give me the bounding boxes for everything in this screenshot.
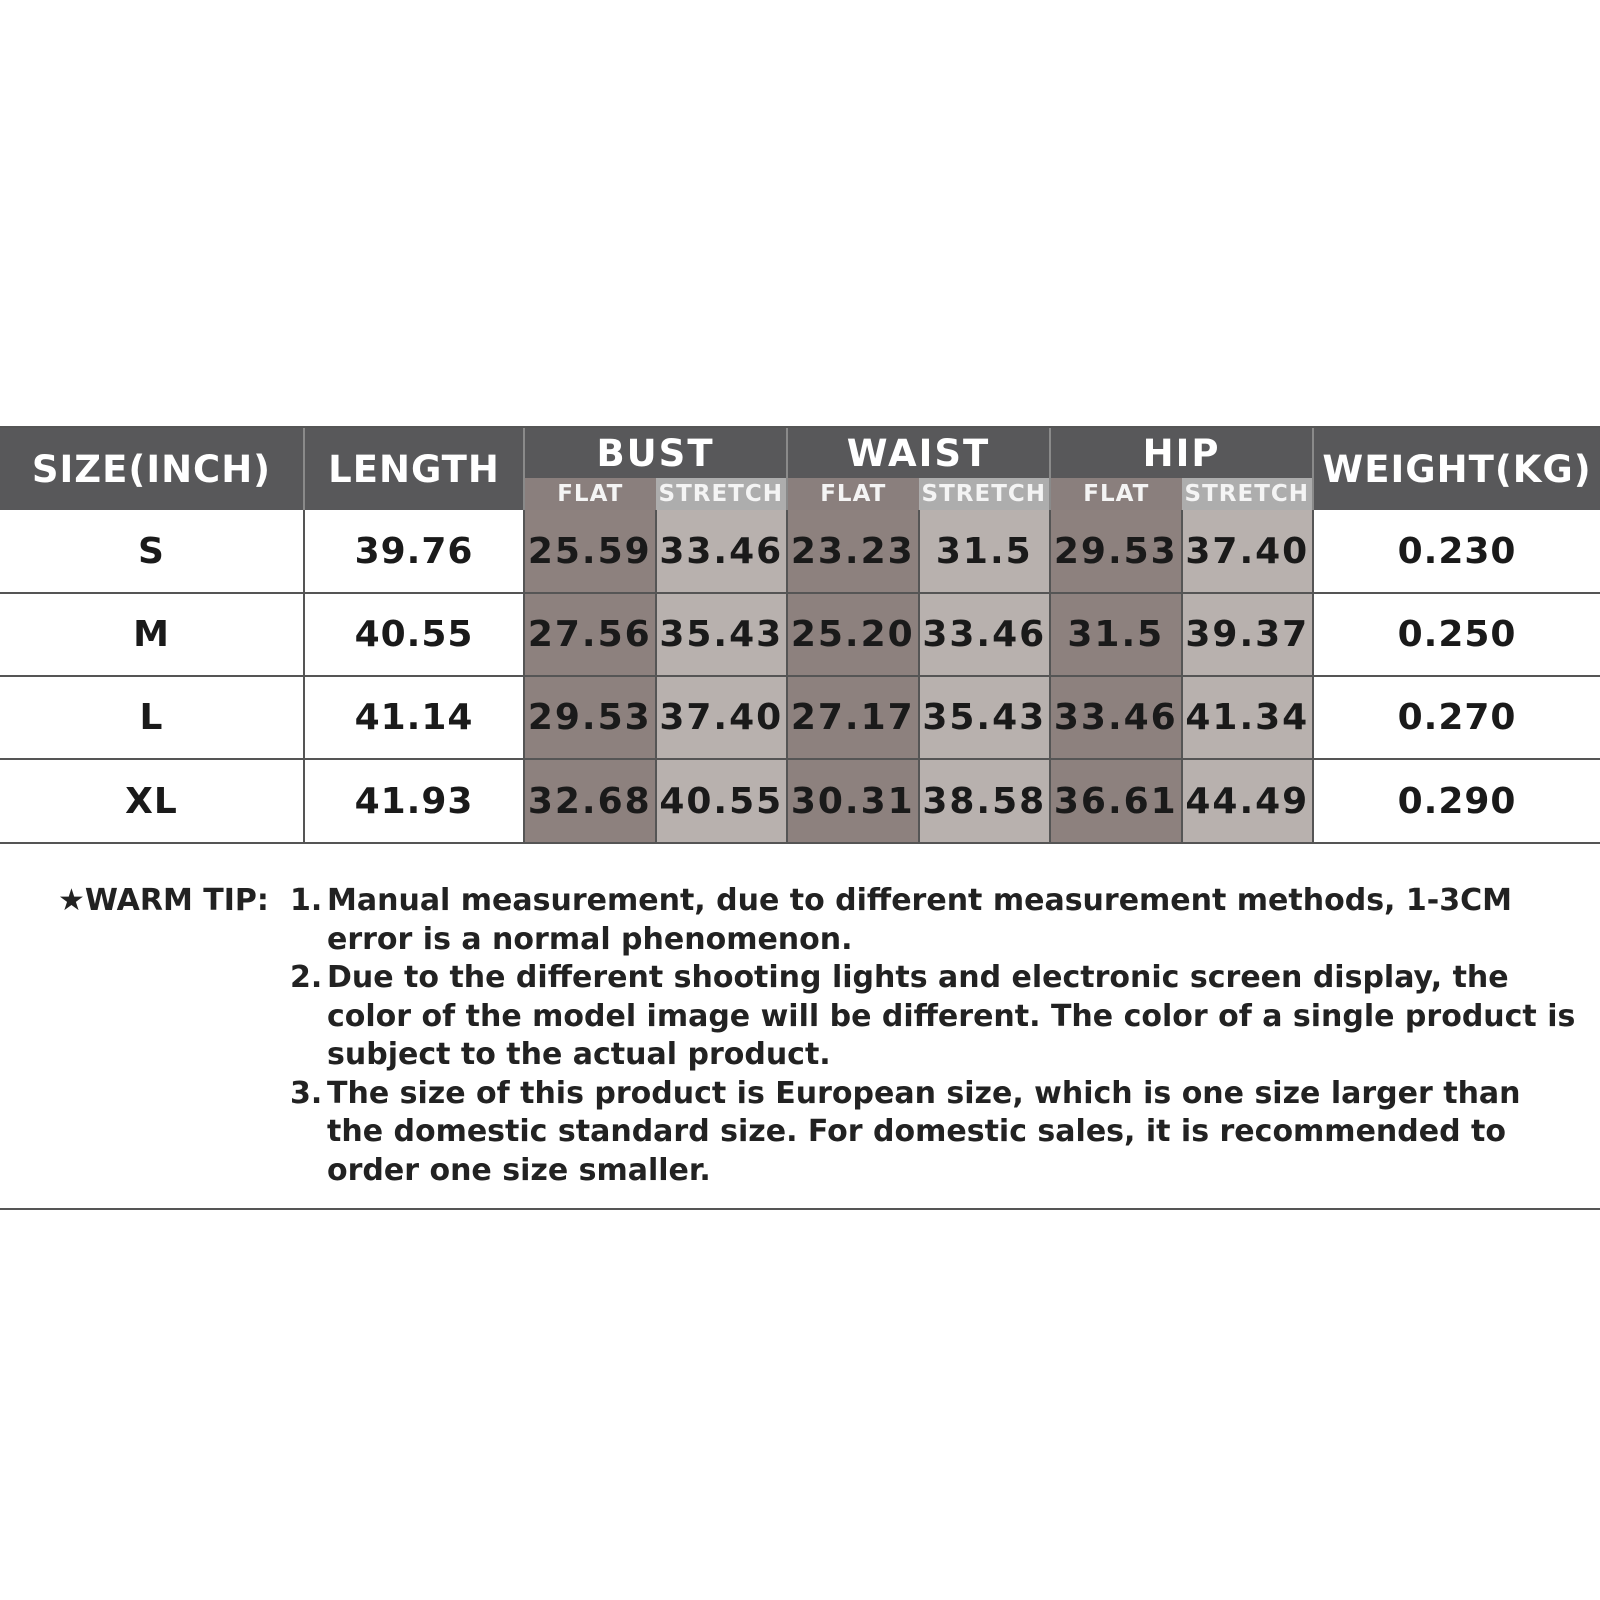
cell-bust-flat: 27.56 — [524, 593, 656, 676]
cell-length: 41.14 — [304, 676, 524, 759]
tip-number: 3. — [290, 1075, 323, 1111]
cell-waist-flat: 30.31 — [787, 759, 919, 842]
tip-text: The size of this product is European size, which is one size larger than the domestic standard size. For domestic sales, it is recommended to order one size smaller. — [327, 1075, 1521, 1188]
cell-length: 40.55 — [304, 593, 524, 676]
size-chart — [0, 426, 1600, 1210]
cell-weight: 0.290 — [1313, 759, 1600, 842]
header-hip: HIP — [1050, 428, 1313, 478]
tip-text: Due to the different shooting lights and electronic screen display, the color of the model image will be different. The color of a single product is subject to the actual product. — [327, 960, 1576, 1072]
cell-bust-stretch: 37.40 — [656, 676, 788, 759]
cell-size: XL — [0, 759, 304, 842]
warm-tips — [0, 842, 1600, 1208]
cell-bust-stretch: 35.43 — [656, 593, 788, 676]
cell-hip-stretch: 41.34 — [1182, 676, 1314, 759]
cell-hip-stretch: 37.40 — [1182, 510, 1314, 593]
header-weight: WEIGHT(KG) — [1313, 428, 1600, 510]
cell-waist-stretch: 38.58 — [919, 759, 1051, 842]
table-row — [0, 593, 1600, 676]
cell-bust-flat: 25.59 — [524, 510, 656, 593]
cell-weight: 0.270 — [1313, 676, 1600, 759]
cell-bust-stretch: 33.46 — [656, 510, 788, 593]
warm-tip-list — [290, 882, 1600, 1190]
subheader-hip-flat: FLAT — [1050, 478, 1182, 510]
subheader-bust-stretch: STRETCH — [656, 478, 788, 510]
subheader-bust-flat: FLAT — [524, 478, 656, 510]
cell-waist-stretch: 33.46 — [919, 593, 1051, 676]
header-bust: BUST — [524, 428, 787, 478]
header-waist: WAIST — [787, 428, 1050, 478]
warm-tip-label: ★WARM TIP: — [58, 883, 269, 918]
list-item — [290, 882, 1600, 959]
subheader-waist-flat: FLAT — [787, 478, 919, 510]
cell-waist-flat: 23.23 — [787, 510, 919, 593]
cell-waist-flat: 25.20 — [787, 593, 919, 676]
tip-text: Manual measurement, due to different measurement methods, 1-3CM error is a normal phenomenon. — [327, 883, 1512, 957]
table-row — [0, 676, 1600, 759]
list-item — [290, 1075, 1600, 1191]
cell-size: L — [0, 676, 304, 759]
header-length: LENGTH — [304, 428, 524, 510]
cell-size: M — [0, 593, 304, 676]
subheader-waist-stretch: STRETCH — [919, 478, 1051, 510]
size-table — [0, 428, 1600, 842]
cell-length: 39.76 — [304, 510, 524, 593]
cell-hip-flat: 33.46 — [1050, 676, 1182, 759]
cell-waist-stretch: 31.5 — [919, 510, 1051, 593]
cell-hip-flat: 29.53 — [1050, 510, 1182, 593]
table-row — [0, 510, 1600, 593]
tip-number: 2. — [290, 960, 323, 995]
tip-number: 1. — [290, 883, 323, 918]
cell-waist-flat: 27.17 — [787, 676, 919, 759]
cell-weight: 0.230 — [1313, 510, 1600, 593]
table-row — [0, 759, 1600, 842]
header-size: SIZE(INCH) — [0, 428, 304, 510]
cell-hip-stretch: 44.49 — [1182, 759, 1314, 842]
cell-hip-stretch: 39.37 — [1182, 593, 1314, 676]
list-item — [290, 959, 1600, 1075]
cell-weight: 0.250 — [1313, 593, 1600, 676]
cell-hip-flat: 31.5 — [1050, 593, 1182, 676]
cell-bust-stretch: 40.55 — [656, 759, 788, 842]
subheader-hip-stretch: STRETCH — [1182, 478, 1314, 510]
cell-bust-flat: 29.53 — [524, 676, 656, 759]
cell-hip-flat: 36.61 — [1050, 759, 1182, 842]
cell-bust-flat: 32.68 — [524, 759, 656, 842]
cell-waist-stretch: 35.43 — [919, 676, 1051, 759]
cell-size: S — [0, 510, 304, 593]
cell-length: 41.93 — [304, 759, 524, 842]
